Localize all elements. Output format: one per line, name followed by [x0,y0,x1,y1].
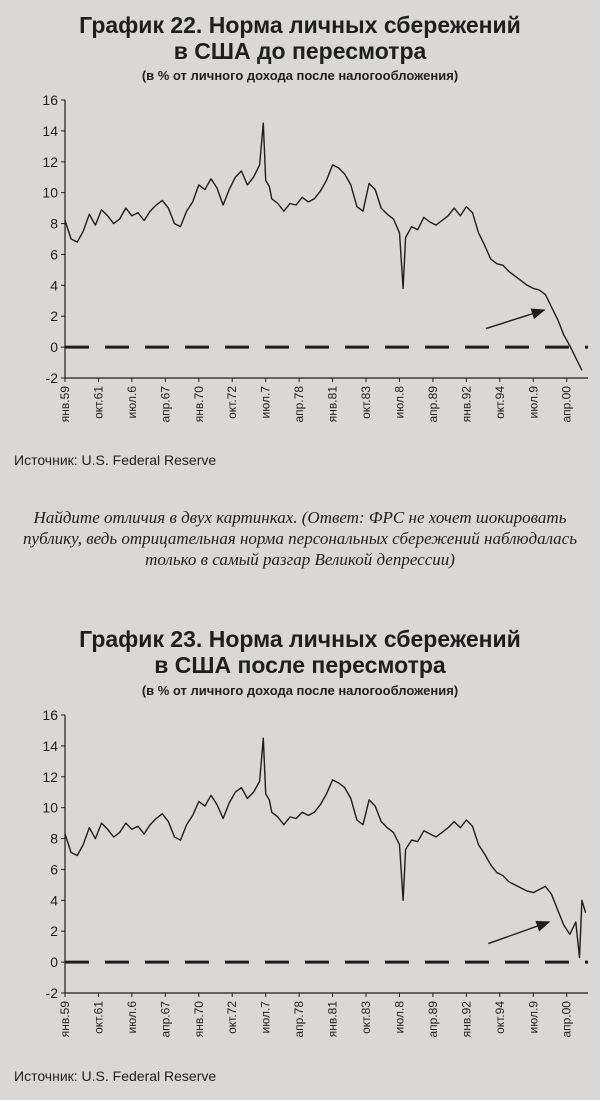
y-tick-label: 14 [42,737,58,754]
chart22-plot [0,85,600,460]
y-tick-label: 6 [50,861,58,878]
annotation-arrow [486,310,544,329]
x-tick-label: июл.7 [258,1001,273,1034]
x-tick-label: апр.67 [158,1001,173,1038]
x-tick-label: июл.7 [258,386,273,419]
x-tick-label: окт.94 [492,386,507,419]
x-tick-label: окт.72 [225,386,240,419]
x-tick-label: апр.78 [292,386,307,423]
chart22-title [0,12,600,64]
x-tick-label: янв.92 [459,1001,474,1038]
x-tick-label: янв.70 [191,1001,206,1038]
chart23-plot [0,700,600,1075]
x-tick-label: янв.81 [325,386,340,423]
x-tick-label: апр.00 [559,1001,574,1038]
y-tick-label: 16 [42,92,58,108]
chart23-title-line1: График 23. Норма личных сбережений [79,626,521,652]
chart22-title-line2: в США до пересмотра [173,38,427,64]
y-tick-label: 14 [42,122,58,139]
y-tick-label: 10 [42,799,58,816]
x-tick-label: июл.8 [392,1001,407,1034]
x-tick-label: июл.9 [526,386,541,419]
x-tick-label: июл.6 [124,1001,139,1034]
x-tick-label: июл.9 [526,1001,541,1034]
x-tick-label: окт.61 [91,1001,106,1034]
y-tick-label: 0 [50,954,58,971]
y-tick-label: 4 [50,277,58,294]
chart23-title [0,626,600,678]
series-line [65,738,586,957]
chart23-title-line2: в США после пересмотра [154,652,446,678]
y-tick-label: 12 [42,153,58,170]
x-tick-label: янв.81 [325,1001,340,1038]
y-tick-label: 4 [50,892,58,909]
x-tick-label: апр.67 [158,386,173,423]
x-tick-label: апр.89 [425,386,440,423]
y-tick-label: 0 [50,339,58,356]
x-tick-label: окт.83 [359,1001,374,1034]
y-tick-label: -2 [45,985,58,1001]
x-tick-label: апр.89 [425,1001,440,1038]
chart22-title-line1: График 22. Норма личных сбережений [79,12,521,38]
x-tick-label: июл.6 [124,386,139,419]
x-tick-label: июл.8 [392,386,407,419]
chart22-source: Источник: U.S. Federal Reserve [14,452,217,468]
y-tick-label: 10 [42,184,58,201]
y-tick-label: 8 [50,215,58,232]
y-tick-label: 6 [50,246,58,263]
chart23-subtitle: (в % от личного дохода после налогообложения) [141,683,459,698]
y-tick-label: 16 [42,707,58,723]
x-tick-label: окт.83 [359,386,374,419]
x-tick-label: янв.92 [459,386,474,423]
y-tick-label: 8 [50,830,58,847]
figure-caption: Найдите отличия в двух картинках. (Ответ: ФРС не хочет шокировать публику, ведь отрицательная норма персональных сбережений наблюдалась только в самый разгар Великой депрессии) [23,508,577,569]
x-tick-label: окт.61 [91,386,106,419]
y-tick-label: -2 [45,370,58,386]
chart22-subtitle: (в % от личного дохода после налогообложения) [141,68,459,83]
x-tick-label: янв.59 [58,386,72,423]
x-tick-label: окт.72 [225,1001,240,1034]
chart23-source: Источник: U.S. Federal Reserve [14,1068,217,1084]
y-tick-label: 2 [50,923,58,940]
annotation-arrow [488,922,549,944]
x-tick-label: янв.70 [191,386,206,423]
y-tick-label: 12 [42,768,58,785]
y-tick-label: 2 [50,308,58,325]
x-tick-label: апр.00 [559,386,574,423]
x-tick-label: апр.78 [292,1001,307,1038]
x-tick-label: окт.94 [492,1001,507,1034]
series-line [65,123,582,370]
x-tick-label: янв.59 [58,1001,72,1038]
